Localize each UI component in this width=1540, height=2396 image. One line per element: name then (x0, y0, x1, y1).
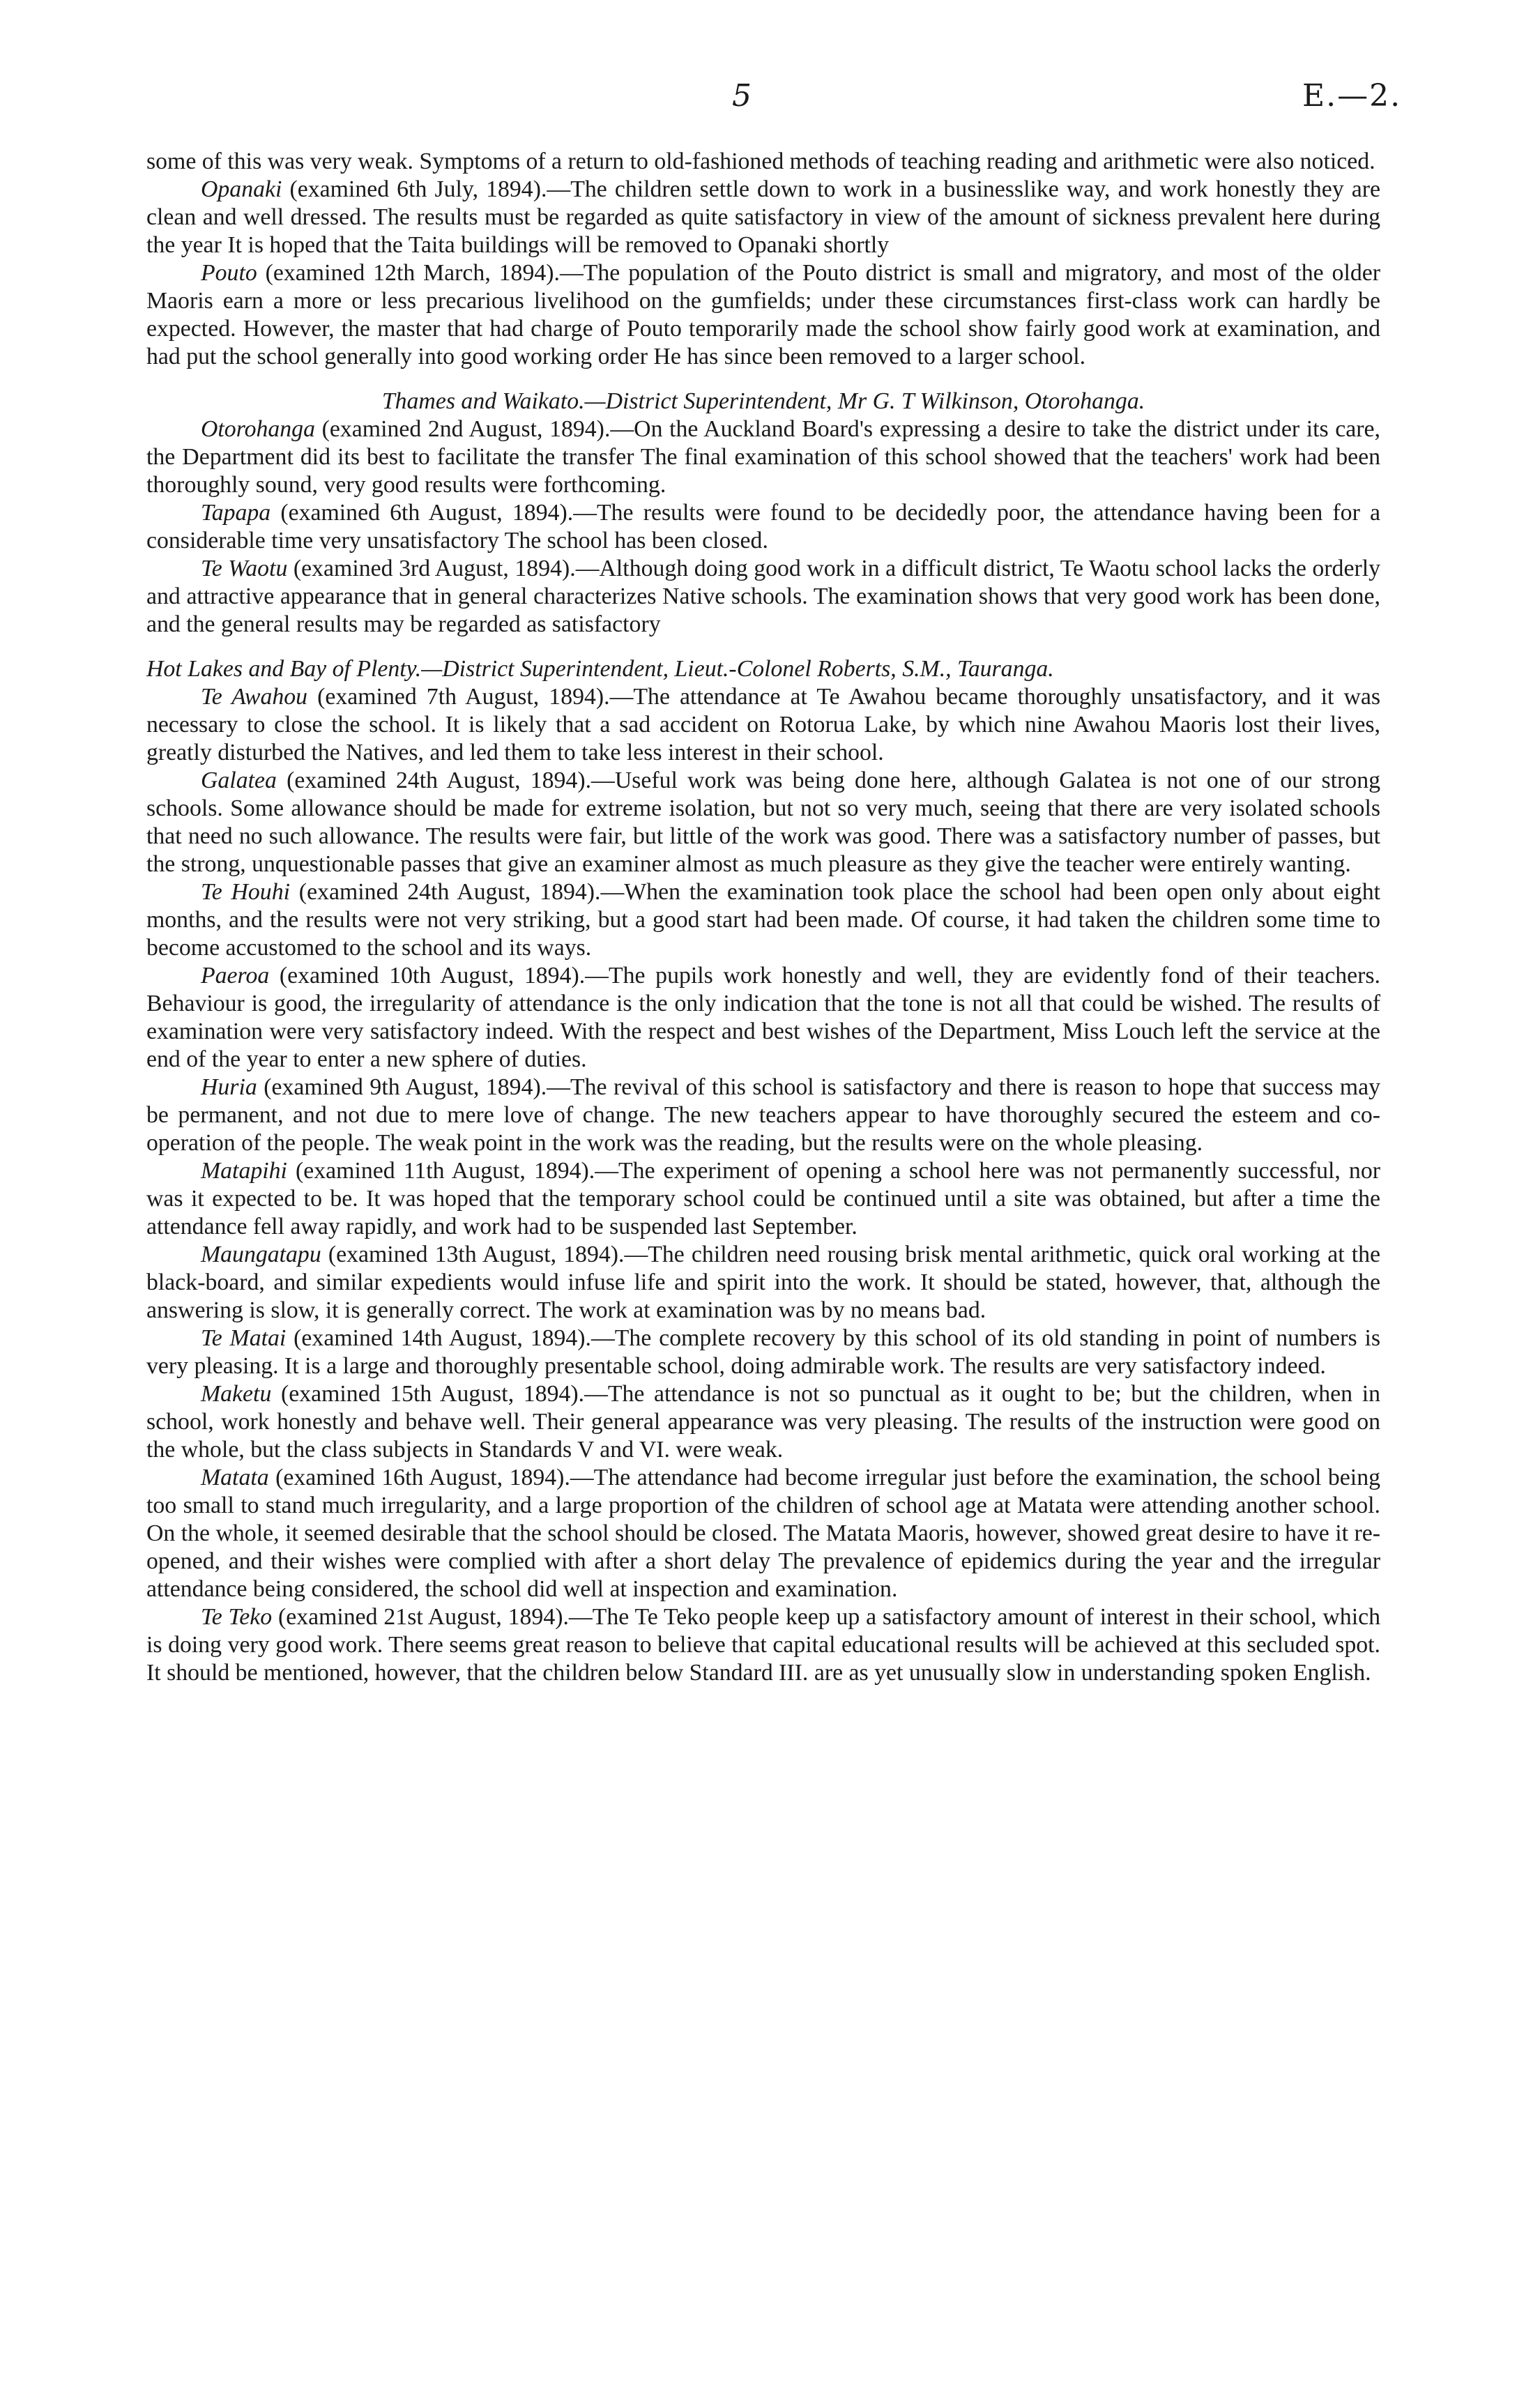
school-name: Tapapa (201, 500, 271, 526)
paragraph-text: (examined 7th August, 1894).—The attendance at Te Awahou became thoroughly unsatisfactory, and it was necessary to close the school. It is likely that a sad accident on Rotorua Lake, by which nine Awahou Maoris lost their lives, greatly disturbed the Natives, and led them to take less interest in their school. (146, 684, 1381, 765)
school-name: Maketu (201, 1381, 272, 1407)
school-paragraph (146, 1603, 1380, 1687)
paragraph-text: (examined 15th August, 1894).—The attendance is not so punctual as it ought to be; but the children, when in school, work honestly and behave well. Their general appearance was very pleasing. The results of the instruction were good on the whole, but the class subjects in Standards V and VI. were weak. (146, 1381, 1380, 1463)
school-paragraph (146, 1157, 1380, 1241)
school-name: Te Teko (201, 1604, 273, 1630)
paragraph-text: (examined 3rd August, 1894).—Although doing good work in a difficult district, Te Waotu school lacks the orderly and attractive appearance that in general characterizes Native schools. The examination shows that very good work has been done, and the general results may be regarded as satisfactory (146, 556, 1381, 637)
school-name: Te Awahou (201, 684, 308, 710)
school-name: Opanaki (201, 176, 282, 202)
school-paragraph (146, 176, 1380, 259)
school-paragraph (146, 767, 1380, 878)
paragraph-text: some of this was very weak. Symptoms of a return to old-fashioned methods of teaching reading and arithmetic were also noticed. (146, 148, 1375, 174)
paragraph-text: (examined 16th August, 1894).—The attendance had become irregular just before the examination, the school being too small to stand much irregularity, and a large proportion of the children of school age at Matata were attending another school. On the whole, it seemed desirable that the school should be closed. The Matata Maoris, however, showed great desire to have it re-opened, and their wishes were complied with after a short delay The prevalence of epidemics during the year and the irregular attendance being considered, the school did well at inspection and examination. (146, 1465, 1380, 1602)
school-paragraph (146, 415, 1380, 499)
school-paragraph (146, 1074, 1380, 1157)
school-paragraph (146, 259, 1380, 371)
school-name: Otorohanga (201, 416, 315, 442)
district-heading: Hot Lakes and Bay of Plenty.—District Superintendent, Lieut.-Colonel Roberts, S.M., Tauranga. (146, 656, 1054, 682)
school-paragraph (146, 1464, 1380, 1603)
page-number: 5 (732, 78, 752, 114)
school-paragraph (146, 878, 1380, 962)
school-name: Matata (201, 1465, 269, 1490)
school-name: Te Matai (201, 1325, 287, 1351)
paragraph-text: (examined 24th August, 1894).—Useful work was being done here, although Galatea is not one of our strong schools. Some allowance should be made for extreme isolation, but not so very much, seeing that there are very isolated schools that need no such allowance. The results were fair, but little of the work was good. There was a satisfactory number of passes, but the strong, unquestionable passes that give an examiner almost as much pleasure as they give the teacher were entirely wanting. (146, 768, 1380, 877)
school-name: Te Houhi (201, 879, 290, 905)
document-code: E.—2. (1302, 78, 1402, 114)
school-paragraph (146, 148, 1380, 176)
school-paragraph (146, 1325, 1380, 1380)
paragraph-text: (examined 24th August, 1894).—When the examination took place the school had been open only about eight months, and the results were not very striking, but a good start had been made. Of course, it had taken the children some time to become accustomed to the school and its ways. (146, 879, 1380, 961)
paragraph-text: (examined 13th August, 1894).—The children need rousing brisk mental arithmetic, quick oral working at the black-board, and similar expedients would infuse life and spirit into the work. It should be stated, however, that, although the answering is slow, it is generally correct. The work at examination was by no means bad. (146, 1242, 1380, 1323)
paragraph-text: (examined 6th July, 1894).—The children settle down to work in a businesslike way, and work honestly they are clean and well dressed. The results must be regarded as quite satisfactory in view of the amount of sickness prevalent here during the year It is hoped that the Taita buildings will be removed to Opanaki shortly (146, 176, 1380, 258)
school-name: Galatea (201, 768, 277, 793)
school-paragraph (146, 1241, 1380, 1325)
school-paragraph (146, 499, 1380, 555)
school-name: Huria (201, 1074, 257, 1100)
school-paragraph (146, 1380, 1380, 1464)
paragraph-text: (examined 9th August, 1894).—The revival of this school is satisfactory and there is reason to hope that success may be permanent, and not due to mere love of change. The new teachers appear to have thoroughly secured the esteem and co-operation of the people. The weak point in the work was the reading, but the results were on the whole pleasing. (146, 1074, 1380, 1156)
paragraph-text: (examined 12th March, 1894).—The population of the Pouto district is small and migratory, and most of the older Maoris earn a more or less precarious livelihood on the gumfields; under these circumstances first-class work can hardly be expected. However, the master that had charge of Pouto temporarily made the school show fairly good work at examination, and had put the school generally into good working order He has since been removed to a larger school. (146, 260, 1380, 369)
school-paragraph (146, 683, 1380, 767)
school-name: Pouto (201, 260, 257, 286)
district-heading: Thames and Waikato.—District Superintendent, Mr G. T Wilkinson, Otorohanga. (381, 388, 1145, 414)
paragraph-text: (examined 2nd August, 1894).—On the Auckland Board's expressing a desire to take the district under its care, the Department did its best to facilitate the transfer The final examination of this school showed that the teachers' work had been thoroughly sound, very good results were forthcoming. (146, 416, 1380, 498)
document-body (146, 148, 1380, 1687)
school-paragraph (146, 555, 1380, 639)
school-name: Paeroa (201, 963, 270, 989)
paragraph-text: (examined 21st August, 1894).—The Te Teko people keep up a satisfactory amount of interest in their school, which is doing very good work. There seems great reason to believe that capital educational results will be achieved at this secluded spot. It should be mentioned, however, that the children below Standard III. are as yet unusually slow in understanding spoken English. (146, 1604, 1380, 1686)
paragraph-text: (examined 14th August, 1894).—The complete recovery by this school of its old standing in point of numbers is very pleasing. It is a large and thoroughly presentable school, doing admirable work. The results are very satisfactory indeed. (146, 1325, 1380, 1379)
school-name: Matapihi (201, 1158, 287, 1184)
paragraph-text: (examined 11th August, 1894).—The experiment of opening a school here was not permanently successful, nor was it expected to be. It was hoped that the temporary school could be continued until a site was obtained, but after a time the attendance fell away rapidly, and work had to be suspended last September. (146, 1158, 1380, 1239)
paragraph-text: (examined 6th August, 1894).—The results were found to be decidedly poor, the attendance having been for a considerable time very unsatisfactory The school has been closed. (146, 500, 1380, 554)
school-name: Maungatapu (201, 1242, 321, 1267)
paragraph-text: (examined 10th August, 1894).—The pupils work honestly and well, they are evidently fond of their teachers. Behaviour is good, the irregularity of attendance is the only indication that the tone is not all that could be wished. The results of examination were very satisfactory indeed. With the respect and best wishes of the Department, Miss Louch left the service at the end of the year to enter a new sphere of duties. (146, 963, 1380, 1072)
school-name: Te Waotu (201, 556, 288, 581)
page-header (0, 78, 1540, 120)
school-paragraph (146, 962, 1380, 1074)
